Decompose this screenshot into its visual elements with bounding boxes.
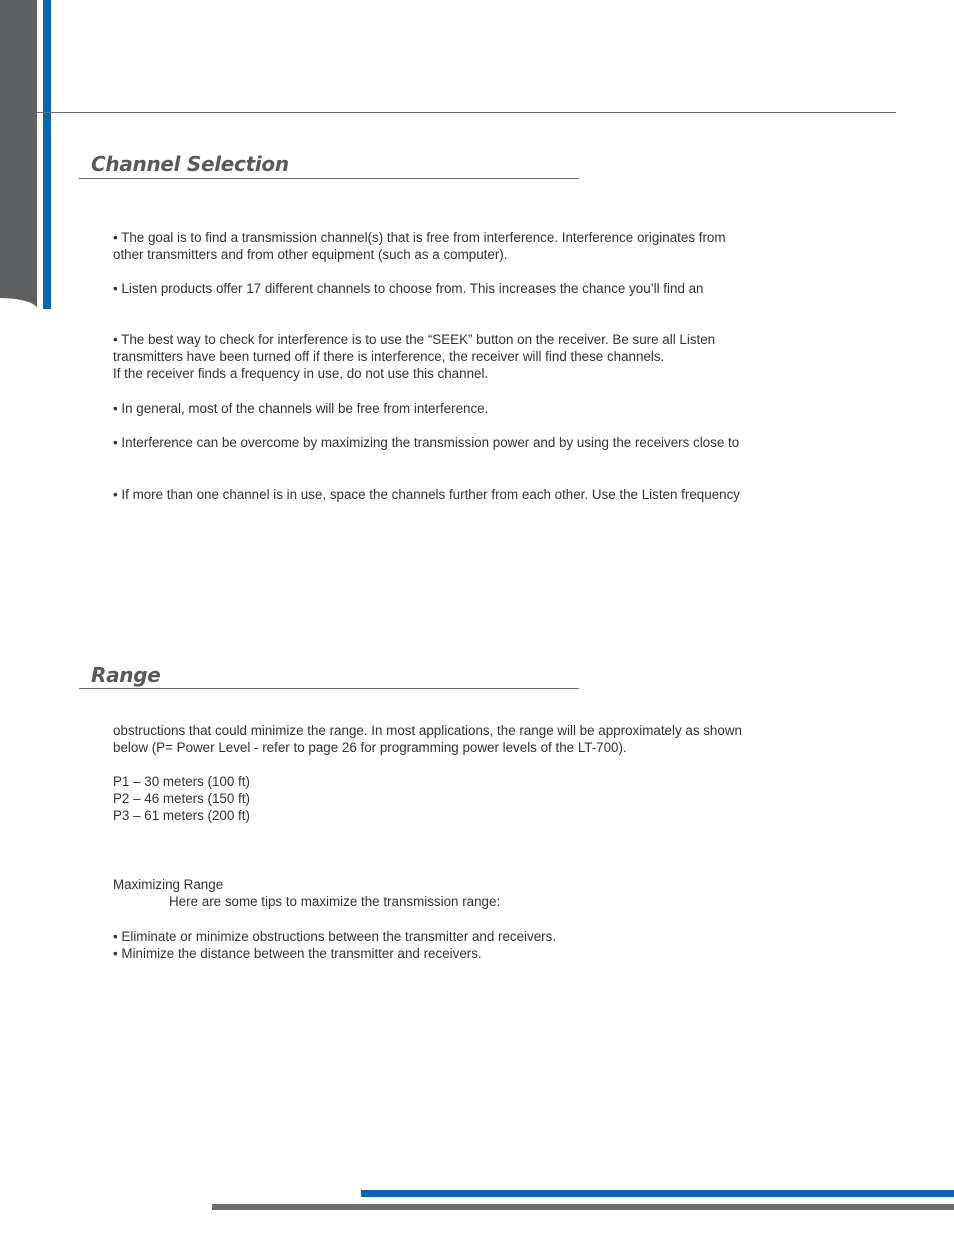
side-accent-bar (43, 0, 51, 309)
bullet-overcome: • Interference can be overcome by maximizing the transmission power and by using the receivers close to (113, 435, 740, 450)
footer-gray-bar (212, 1204, 954, 1210)
range-heading: Range (91, 663, 161, 687)
bullet-channels: • Listen products offer 17 different channels to choose from. This increases the chance you’ll find an (113, 281, 704, 296)
bullet-goal: • The goal is to find a transmission channel(s) that is free from interference. Interference originates from other transmitters and from other equipment (such as a computer). (113, 230, 726, 262)
maximizing-range-intro: Here are some tips to maximize the transmission range: (169, 894, 501, 909)
range-tip: • Eliminate or minimize obstructions between the transmitter and receivers. (113, 929, 557, 944)
bullet-general: • In general, most of the channels will be free from interference. (113, 401, 489, 416)
header-rule (37, 112, 896, 113)
bullet-seek: • The best way to check for interference is to use the “SEEK” button on the receiver. Be sure all Listen transmitters have been turned off if there is interference, the receiver will find these channels. If the receiver finds a frequency in use, do not use this channel. (113, 332, 716, 381)
side-tab (0, 0, 37, 309)
channel-selection-rule (79, 178, 579, 179)
range-tip: • Minimize the distance between the transmitter and receivers. (113, 946, 482, 961)
range-level-p1: P1 – 30 meters (100 ft) (113, 774, 250, 789)
range-tips (113, 928, 556, 962)
range-rule (79, 688, 579, 689)
range-intro: obstructions that could minimize the range. In most applications, the range will be approximately as shown below (P= Power Level - refer to page 26 for programming power levels of the LT-700). (113, 723, 742, 755)
channel-selection-heading: Channel Selection (91, 152, 289, 176)
range-level-p3: P3 – 61 meters (200 ft) (113, 808, 250, 823)
range-level-p2: P2 – 46 meters (150 ft) (113, 791, 250, 806)
footer-blue-bar (361, 1190, 954, 1197)
bullet-spacing: • If more than one channel is in use, space the channels further from each other. Use the Listen frequency (113, 487, 740, 502)
range-levels (113, 773, 250, 824)
maximizing-range-title: Maximizing Range (113, 877, 224, 892)
